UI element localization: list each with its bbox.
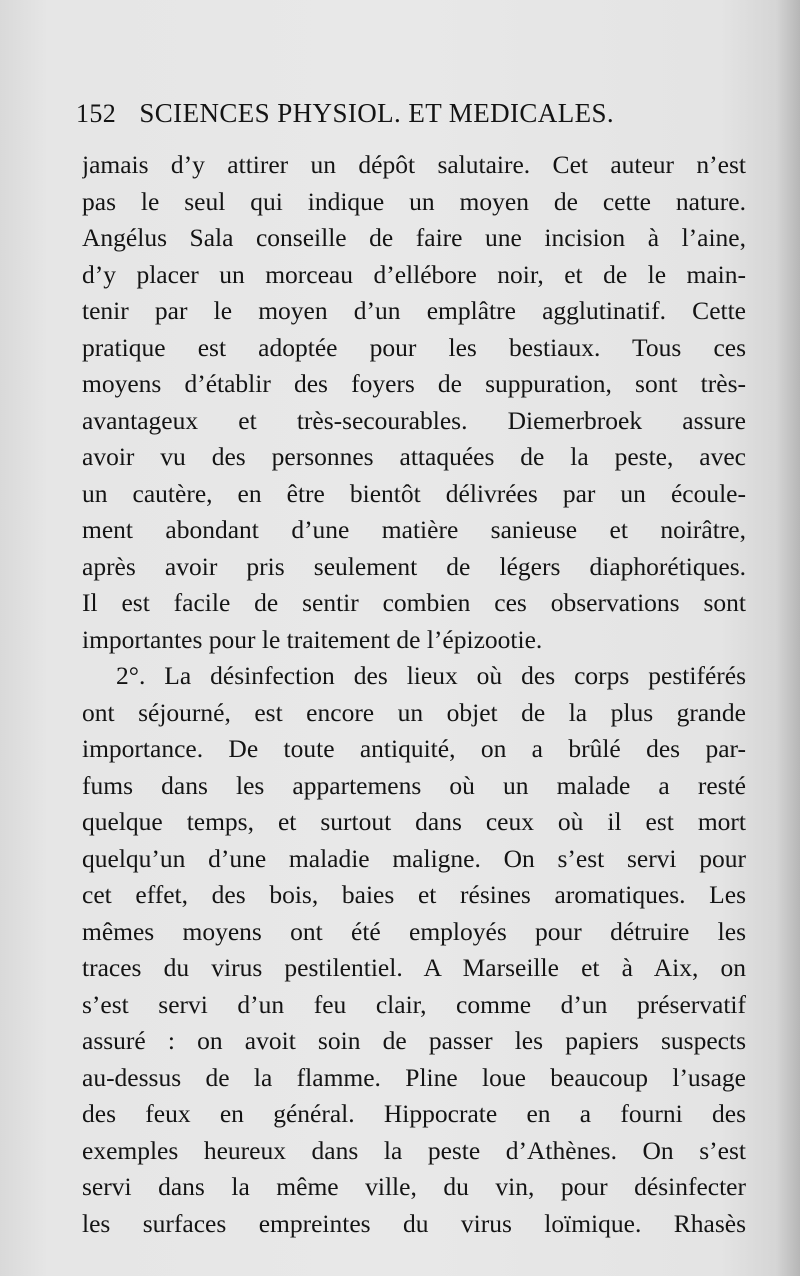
text-line: mêmes moyens ont été employés pour détruire les (82, 916, 746, 946)
text-line: ont séjourné, est encore un objet de la plus grande (82, 697, 746, 727)
text-line: s’est servi d’un feu clair, comme d’un préservatif (82, 989, 746, 1019)
page-number: 152 (76, 99, 117, 128)
text-line: exemples heureux dans la peste d’Athènes. On s’est (82, 1135, 746, 1165)
text-line: après avoir pris seulement de légers diaphorétiques. (82, 551, 746, 581)
text-line: tenir par le moyen d’un emplâtre agglutinatif. Cette (82, 296, 746, 325)
text-line: pas le seul qui indique un moyen de cette nature. (82, 186, 746, 216)
text-line: assuré : on avoit soin de passer les papiers suspects (82, 1026, 746, 1055)
text-line: fums dans les appartemens où un malade a resté (82, 770, 746, 800)
body-text (82, 147, 746, 1242)
text-line: importance. De toute antiquité, on a brûlé des par- (82, 734, 746, 763)
text-line: jamais d’y attirer un dépôt salutaire. Cet auteur n’est (82, 150, 746, 179)
text-line: servi dans la même ville, du vin, pour désinfecter (82, 1172, 746, 1201)
text-line: quelqu’un d’une maladie maligne. On s’est servi pour (82, 843, 746, 873)
text-line: quelque temps, et surtout dans ceux où il est mort (82, 807, 746, 836)
text-line: moyens d’établir des foyers de suppuration, sont très- (82, 369, 746, 398)
text-line: au-dessus de la flamme. Pline loue beaucoup l’usage (82, 1062, 746, 1092)
paragraph-start-line: 2°. La désinfection des lieux où des corps pestiférés (116, 661, 746, 690)
text-line: Il est facile de sentir combien ces observations sont (82, 588, 746, 617)
running-header (76, 98, 716, 138)
running-title: SCIENCES PHYSIOL. ET MEDICALES. (139, 98, 615, 128)
paragraph-end-line: importantes pour le traitement de l’épizootie. (82, 624, 543, 654)
text-line: avoir vu des personnes attaquées de la peste, avec (82, 442, 746, 471)
text-line: avantageux et très-secourables. Diemerbroek assure (82, 405, 746, 435)
text-line: cet effet, des bois, baies et résines aromatiques. Les (82, 880, 746, 909)
text-line: pratique est adoptée pour les bestiaux. Tous ces (82, 332, 746, 362)
text-line: les surfaces empreintes du virus loïmique. Rhasès (82, 1208, 746, 1238)
text-line: un cautère, en être bientôt délivrées par un écoule- (82, 478, 746, 508)
text-line: Angélus Sala conseille de faire une incision à l’aine, (82, 223, 746, 252)
page-edge-shadow (776, 0, 800, 1276)
text-line: d’y placer un morceau d’ellébore noir, et de le main- (82, 259, 746, 289)
text-line: traces du virus pestilentiel. A Marseille et à Aix, on (82, 953, 746, 982)
text-line: ment abondant d’une matière sanieuse et noirâtre, (82, 515, 746, 544)
text-line: des feux en général. Hippocrate en a fourni des (82, 1099, 746, 1128)
